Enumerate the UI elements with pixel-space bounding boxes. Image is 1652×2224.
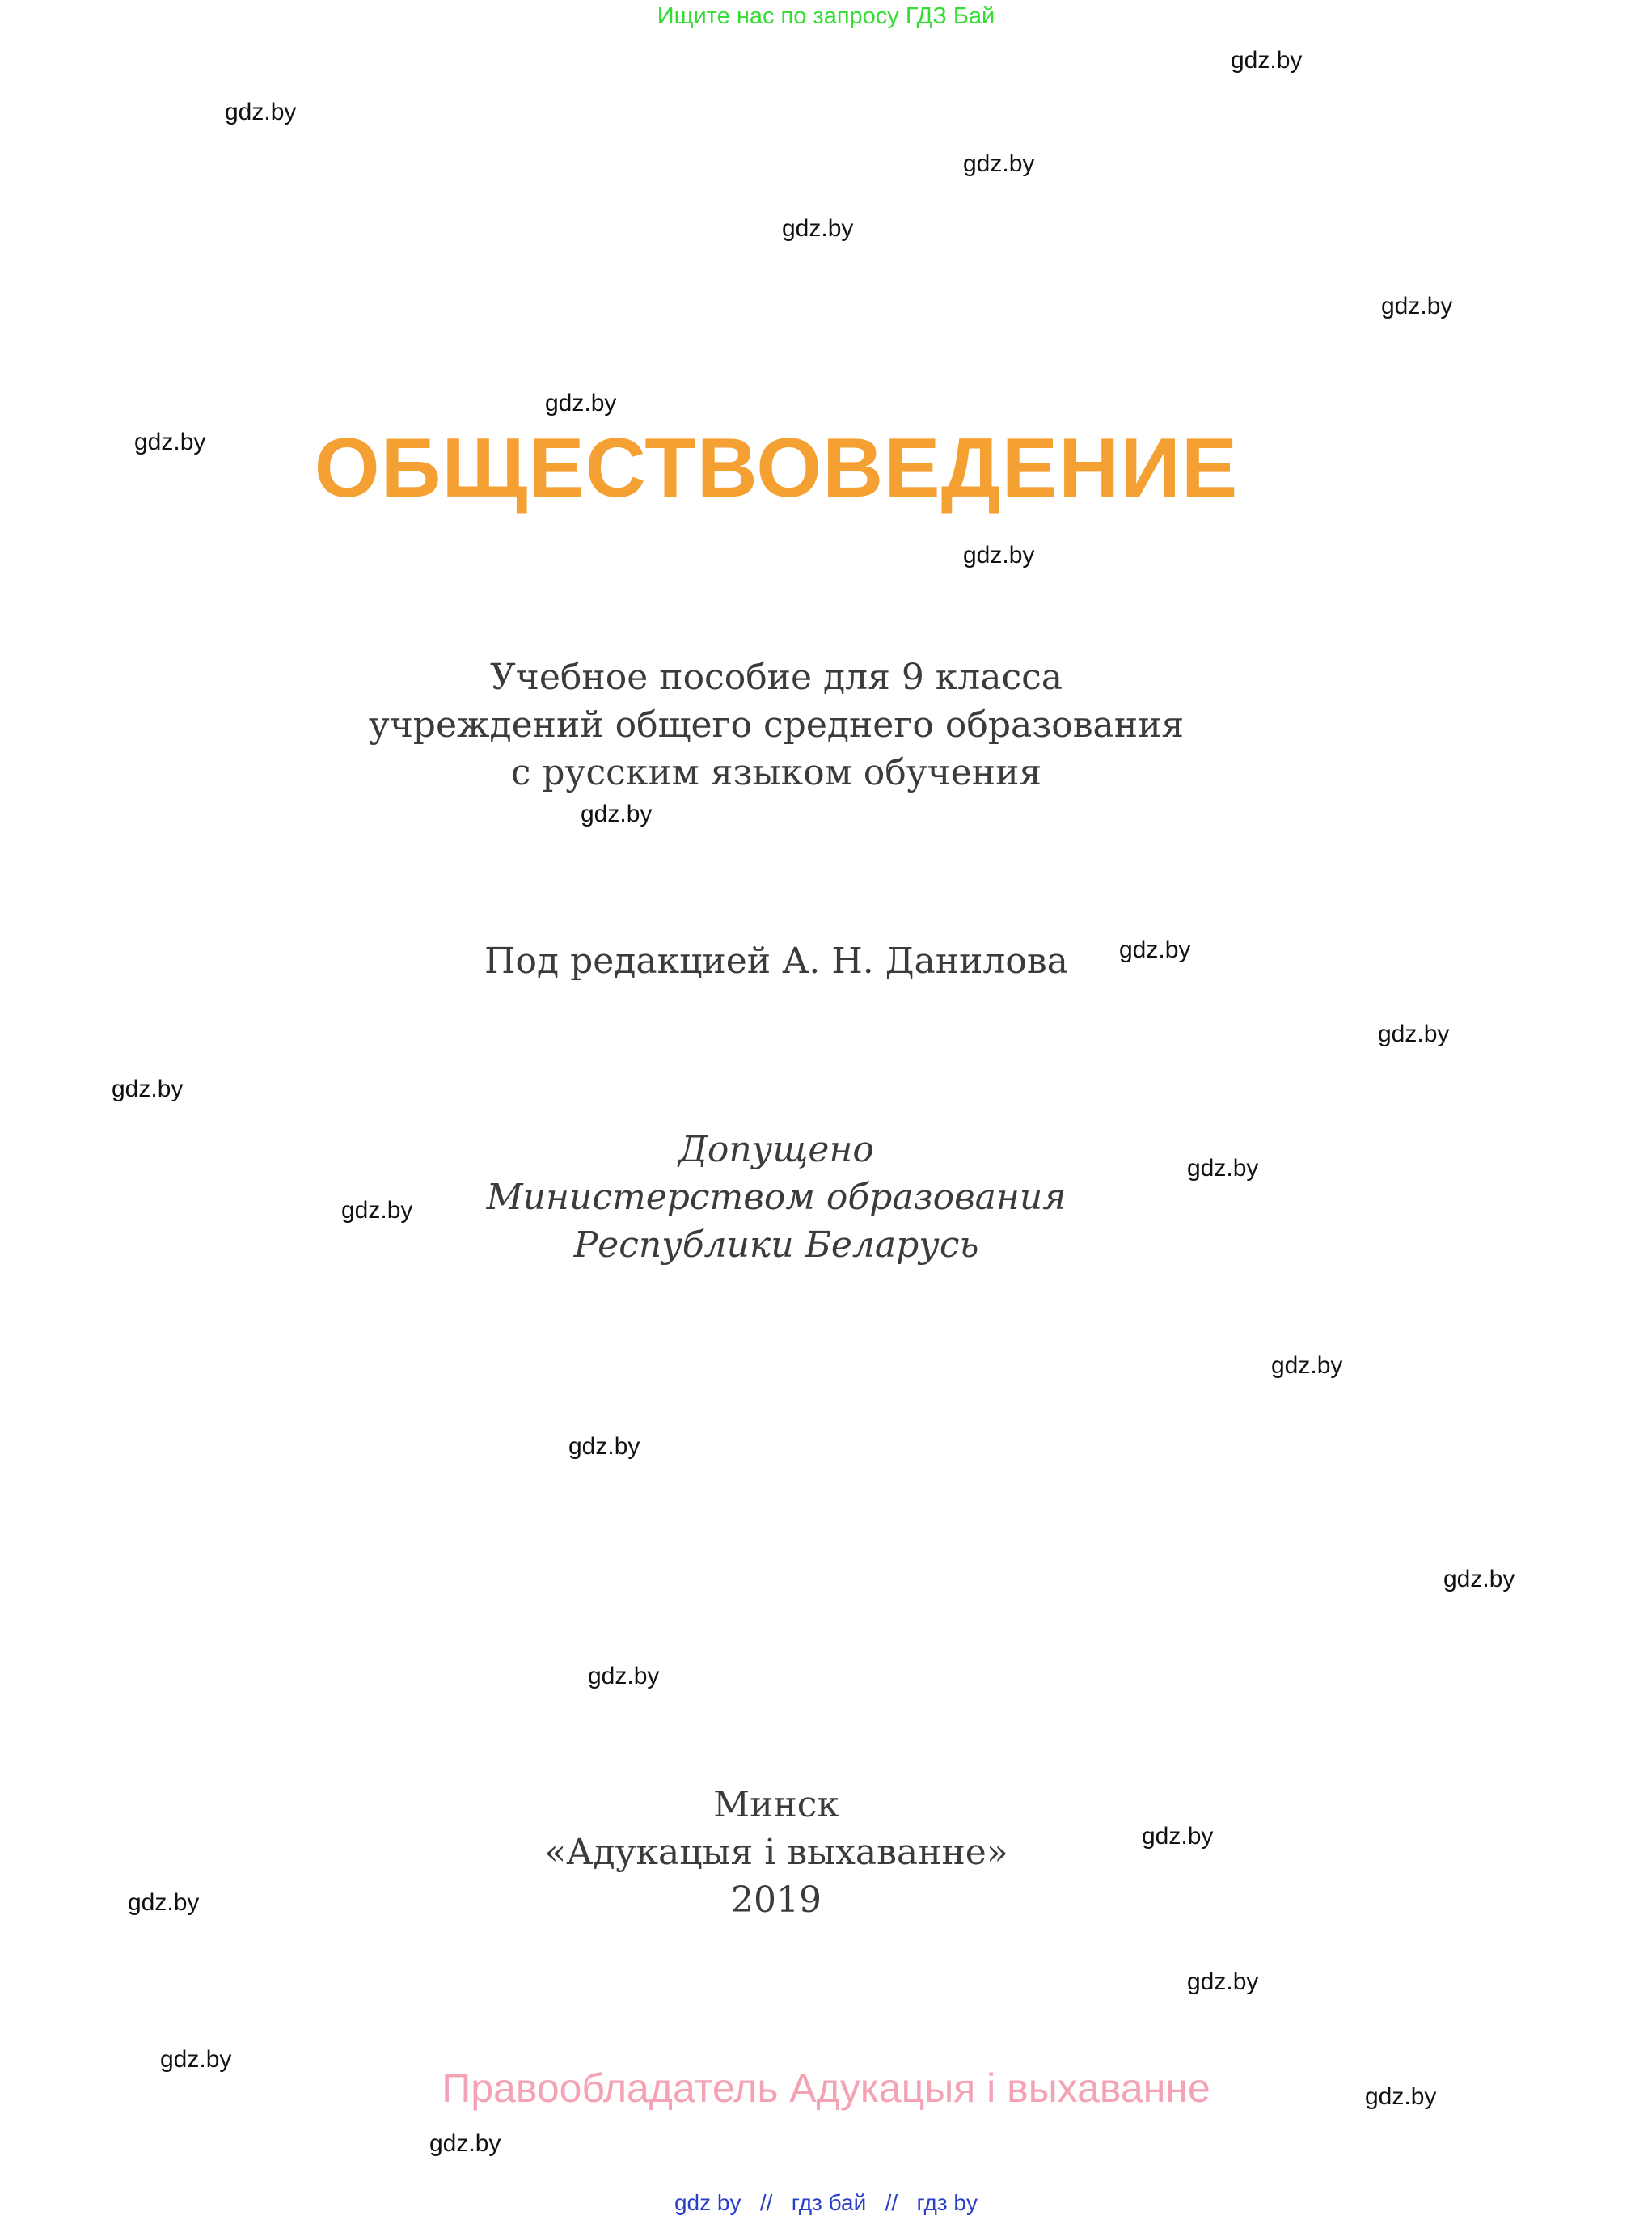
watermark: gdz.by bbox=[134, 429, 206, 455]
approval-block bbox=[0, 1126, 1553, 1269]
watermark: gdz.by bbox=[160, 2046, 232, 2073]
watermark: gdz.by bbox=[225, 99, 297, 125]
footer-separator: // bbox=[759, 2190, 773, 2215]
watermark: gdz.by bbox=[963, 150, 1035, 177]
watermark: gdz.by bbox=[782, 215, 854, 242]
editor-line: Под редакцией А. Н. Данилова bbox=[484, 941, 1068, 982]
book-subtitle bbox=[0, 653, 1553, 797]
rights-holder: Правообладатель Адукацыя і выхаванне bbox=[442, 2065, 1210, 2111]
subtitle-line: учреждений общего среднего образования bbox=[368, 704, 1185, 746]
footer-link-gdz-by[interactable]: gdz by bbox=[674, 2190, 741, 2215]
footer-separator: // bbox=[885, 2190, 898, 2215]
watermark: gdz.by bbox=[1187, 1968, 1259, 1995]
watermark: gdz.by bbox=[588, 1663, 660, 1689]
watermark: gdz.by bbox=[568, 1433, 640, 1460]
approval-line: Республики Беларусь bbox=[573, 1224, 979, 1266]
imprint-publisher: «Адукацыя і выхаванне» bbox=[544, 1832, 1008, 1873]
watermark: gdz.by bbox=[128, 1889, 200, 1916]
imprint-block bbox=[0, 1781, 1553, 1924]
imprint-year: 2019 bbox=[731, 1879, 822, 1921]
footer-link-gdz-by-alt[interactable]: гдз by bbox=[916, 2190, 978, 2215]
watermark: gdz.by bbox=[341, 1197, 413, 1224]
watermark: gdz.by bbox=[1231, 47, 1303, 74]
watermark: gdz.by bbox=[1142, 1823, 1214, 1850]
watermark: gdz.by bbox=[545, 390, 617, 416]
footer-link-gdz-bai[interactable]: гдз бай bbox=[791, 2190, 867, 2215]
watermark: gdz.by bbox=[1187, 1155, 1259, 1182]
watermark: gdz.by bbox=[429, 2130, 501, 2157]
imprint-city: Минск bbox=[713, 1784, 839, 1825]
watermark: gdz.by bbox=[112, 1076, 184, 1102]
watermark: gdz.by bbox=[1119, 937, 1191, 963]
approval-line: Допущено bbox=[678, 1129, 874, 1170]
watermark: gdz.by bbox=[581, 801, 653, 827]
watermark: gdz.by bbox=[963, 542, 1035, 569]
watermark: gdz.by bbox=[1365, 2083, 1437, 2110]
book-title: ОБЩЕСТВОВЕДЕНИЕ bbox=[314, 421, 1239, 515]
approval-line: Министерством образования bbox=[486, 1177, 1067, 1218]
watermark: gdz.by bbox=[1381, 293, 1453, 319]
search-banner: Ищите нас по запросу ГДЗ Бай bbox=[657, 3, 995, 29]
watermark: gdz.by bbox=[1443, 1566, 1515, 1592]
footer-links bbox=[0, 2190, 1652, 2216]
subtitle-line: с русским языком обучения bbox=[510, 752, 1042, 793]
watermark: gdz.by bbox=[1378, 1021, 1450, 1047]
watermark: gdz.by bbox=[1271, 1352, 1343, 1379]
subtitle-line: Учебное пособие для 9 класса bbox=[489, 657, 1063, 698]
